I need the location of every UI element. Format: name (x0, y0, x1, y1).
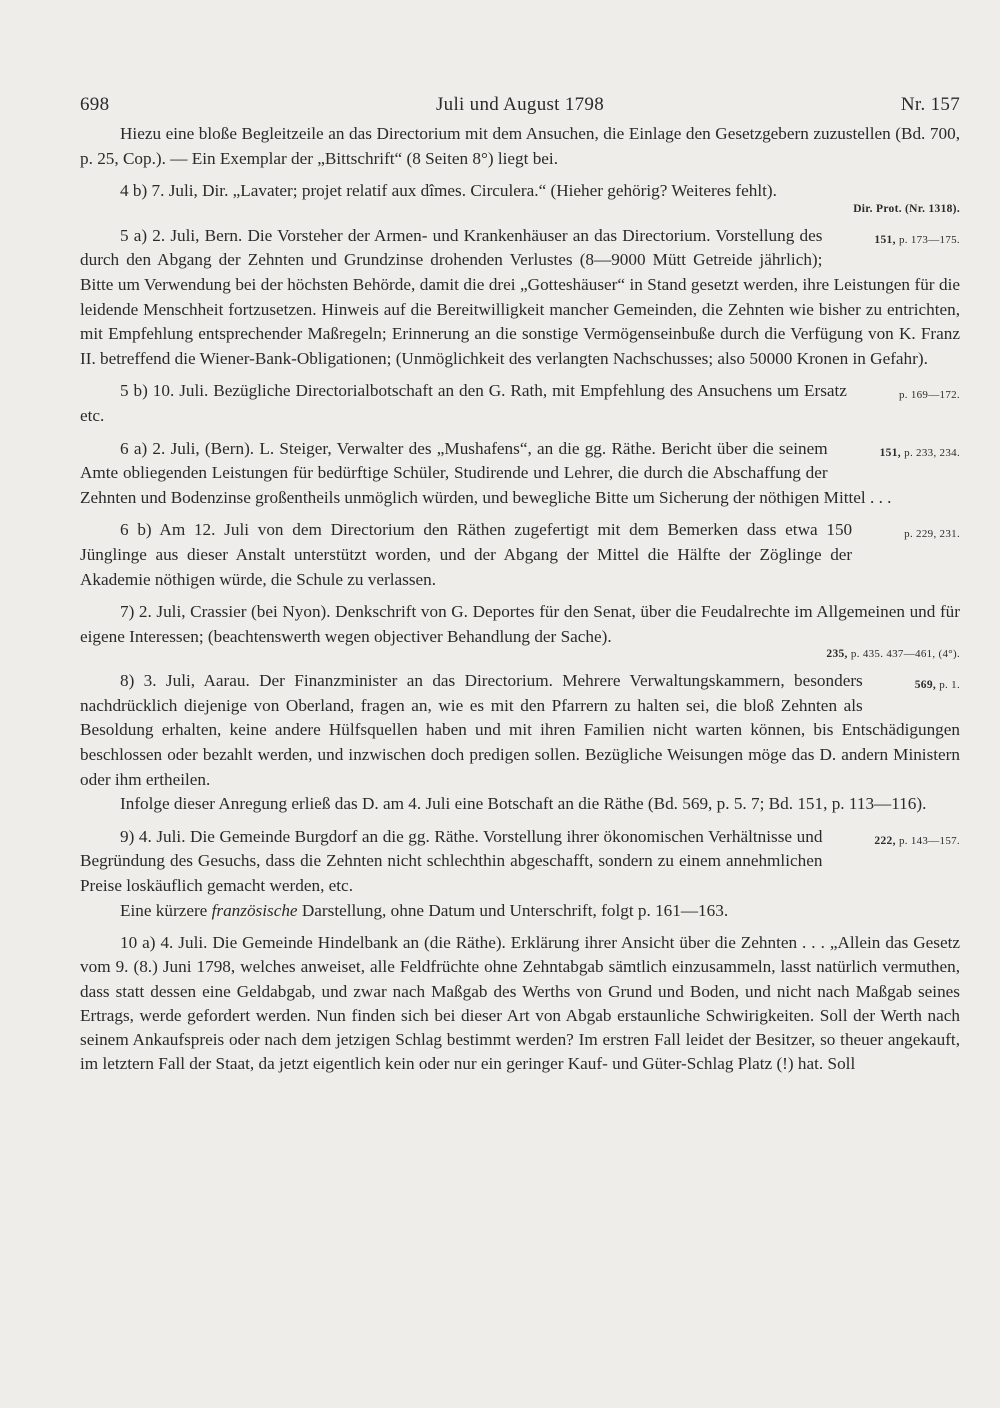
entry-text: 9) 4. Juli. Die Gemeinde Burgdorf an die gg. Räthe. Vorstellung ihrer ökonomischen Verhältnisse und Begründung des Gesuchs, dass die Zehnten nicht schlechthin abgeschafft, sondern zu einem annehmlichen Preise loskäuflich gemacht werden, etc. (80, 826, 823, 896)
entry-text: 8) 3. Juli, Aarau. Der Finanzminister an das Directorium. Mehrere Verwaltungskammern, besonders nachdrücklich diejenige von Oberland, fragen an, wie es mit den Pfarrern zu halten sei, die bloß Zehnten als Besoldung erhalten, keine andere Hülfsquellen haben und mit ihren Familien nicht warten können, bis Entschädigungen beschlossen oder bezahlt werden, und inzwischen doch predigen sollen. Bezügliche Weisungen möge das D. andern Ministern oder ihm ertheilen. (80, 671, 960, 789)
entry-intro (80, 122, 960, 171)
reference-pages: p. 435. 437—461, (4°). (850, 648, 960, 661)
archive-reference (80, 647, 960, 661)
reference-pages: p. 143—157. (898, 834, 960, 847)
archive-reference (834, 228, 960, 253)
entry-7 (80, 600, 960, 661)
entry-paragraph (80, 825, 960, 899)
reference-volume: 569, (914, 679, 937, 692)
archive-reference (859, 383, 960, 408)
running-header (80, 94, 960, 120)
followup-text: Eine kürzere (120, 900, 212, 920)
archive-reference (864, 522, 960, 547)
entry-text: 6 b) Am 12. Juli von dem Directorium den Räthen zugefertigt mit dem Bemerken dass etwa 150 Jünglinge aus dieser Anstalt unterstützt worden, und der Abgang der Mittel die Hälfte der Zöglinge der Akademie nöthigen würde, die Schule zu verlassen. (80, 520, 853, 589)
archive-reference (834, 829, 960, 854)
reference-pages: p. 169—172. (898, 389, 960, 402)
archive-reference: Dir. Prot. (Nr. 1318). (853, 202, 960, 215)
entry-5b (80, 379, 960, 428)
document-number: Nr. 157 (900, 94, 960, 115)
entry-text: 7) 2. Juli, Crassier (bei Nyon). Denkschrift von G. Deportes für den Senat, über die Feudalrechte im Allgemeinen und für eigene Interessen; (beachtenswerth wegen objectiver Behandlung der Sache). (80, 602, 960, 646)
entry-text: 10 a) 4. Juli. Die Gemeinde Hindelbank an (die Räthe). Erklärung ihrer Ansicht über die Zehnten . . . „Allein das Gesetz vom 9. (8.) Juni 1798, welches anweiset, alle Feldfrüchte ohne Zehntabgab sämtlich einzusammeln, lasst natürlich vermuthen, dass statt dessen eine Geldabgab, und zwar nach Maßgab des Werths von Grund und Boden, und nicht nach Maßgab seines Ertrags, werde gefordert werden. Nun finden sich bei dieser Art von Abgab erstaunliche Schwirigkeiten. Soll der Werth nach seinem Ankaufspreis oder nach dem jetzigen Schlag bestimmt werden? Im erstren Fall leidet der Besitzer, so theuer angekauft, im letztern Fall der Staat, da jetzt eigentlich kein oder nur ein geringer Kauf- und Güter-Schlag Platz (!) hat. Soll (80, 933, 960, 1074)
reference-volume: 151, (874, 233, 896, 246)
archive-reference (875, 673, 960, 698)
reference-volume: 151, (879, 446, 901, 459)
entry-6a (80, 437, 960, 511)
entry-9 (80, 825, 960, 923)
entry-followup: Infolge dieser Anregung erließ das D. am 4. Juli eine Botschaft an die Räthe (Bd. 569, p. 5. 7; Bd. 151, p. 113—116). (120, 794, 927, 814)
reference-pages: p. 173—175. (898, 233, 960, 246)
entry-paragraph (80, 518, 960, 592)
entry-5a (80, 224, 960, 372)
entry-6b (80, 518, 960, 592)
entry-text: 5 a) 2. Juli, Bern. Die Vorsteher der Armen- und Krankenhäuser an das Directorium. Vorstellung des durch den Abgang der Zehnten und Grundzinse drohenden Verlustes (8—9000 Mütt Getreide jährlich); Bitte um Verwendung bei der höchsten Behörde, damit die drei „Gotteshäuser“ in Stand gesetzt werden, ihre Leistungen für die leidende Menschheit fortzusetzen. Hinweis auf die Bereitwilligkeit mancher Gemeinden, die Zehnten wie bisher zu entrichten, mit Empfehlung entsprechender Maßregeln; Erinnerung an die sonstige Vermögenseinbuße durch die Verfügung von K. Franz II. betreffend die Wiener-Bank-Obligationen; (Unmöglichkeit des verlangten Nachschusses; also 50000 Kronen in Gefahr). (80, 225, 960, 368)
entry-paragraph (80, 669, 960, 792)
reference-volume: 235, (826, 648, 848, 661)
entry-followup (80, 899, 960, 924)
reference-volume: 222, (874, 834, 896, 847)
page-number: 698 (80, 94, 110, 115)
reference-pages: p. 229, 231. (904, 528, 960, 541)
entry-text: Hiezu eine bloße Begleitzeile an das Directorium mit dem Ansuchen, die Einlage den Gesetzgebern zuzustellen (Bd. 700, p. 25, Cop.). — Ein Exemplar der „Bittschrift“ (8 Seiten 8°) liegt bei. (80, 124, 960, 168)
header-title: Juli und August 1798 (435, 94, 605, 115)
followup-italic: französische (211, 900, 298, 920)
page-body (80, 122, 960, 1084)
entry-paragraph (80, 437, 960, 511)
entry-text: 4 b) 7. Juli, Dir. „Lavater; projet relatif aux dîmes. Circulera.“ (Hieher gehörig? Weiteres fehlt). (120, 181, 777, 201)
archive-reference (840, 441, 960, 466)
entry-4b (80, 179, 960, 216)
entry-text: 6 a) 2. Juli, (Bern). L. Steiger, Verwalter des „Mushafens“, an die gg. Räthe. Bericht über die seinem Amte obliegenden Leistungen für bedürftige Schüler, Studirende und Lehrer, die durch die Abschaffung der Zehnten und Bodenzinse großentheils unmöglich würden, und bewegliche Bitte um Sicherung der nöthigen Mittel . . . (80, 438, 892, 507)
entry-text: 5 b) 10. Juli. Bezügliche Directorialbotschaft an den G. Rath, mit Empfehlung des Ansuchens um Ersatz etc. (80, 381, 847, 425)
followup-text-end: Darstellung, ohne Datum und Unterschrift, folgt p. 161—163. (297, 900, 729, 920)
entry-8 (80, 669, 960, 817)
entry-paragraph (80, 379, 960, 428)
entry-10a (80, 931, 960, 1076)
reference-pages: p. 233, 234. (904, 446, 960, 459)
reference-pages: p. 1. (939, 679, 960, 692)
entry-paragraph (80, 224, 960, 372)
